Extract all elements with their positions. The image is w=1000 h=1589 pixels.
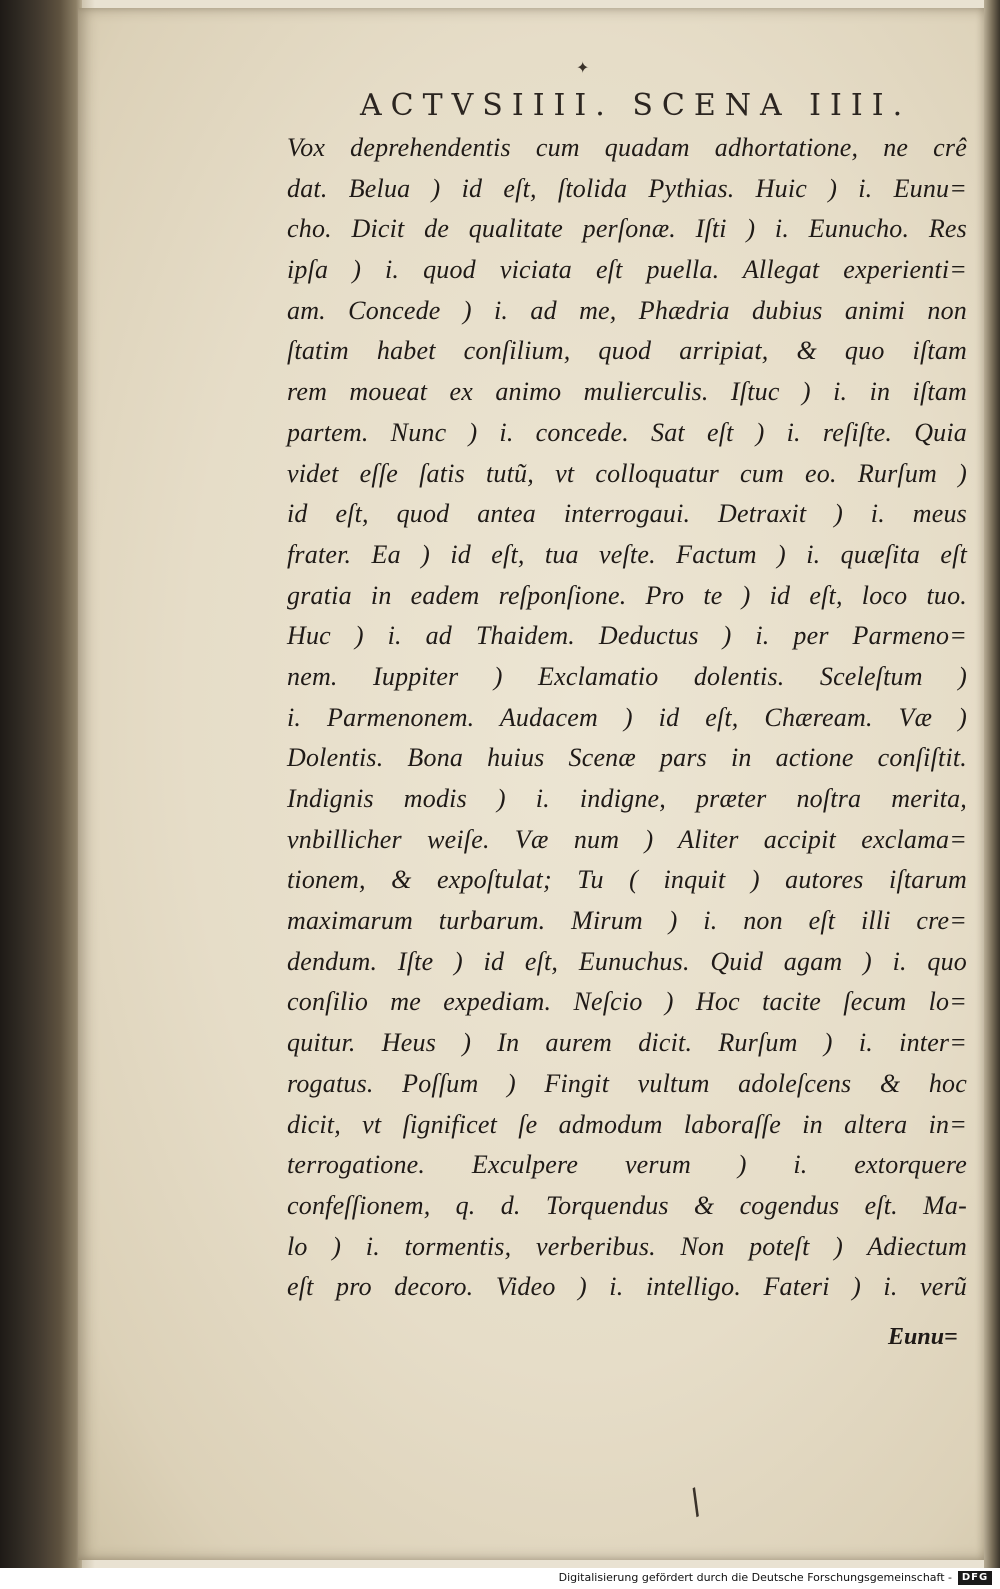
text-line: id eſt, quod antea interrogaui. Detraxit ) i. meus: [287, 499, 967, 529]
page-edge: [984, 0, 1000, 1568]
text-line: Indignis modis ) i. indigne, præter noſtra merita,: [287, 784, 967, 813]
text-line: rem moueat ex animo mulierculis. Iſtuc ) i. in iſtam: [287, 377, 967, 407]
text-line: dendum. Iſte ) id eſt, Eunuchus. Quid agam ) i. quo: [287, 946, 967, 976]
footer-bar: [0, 1568, 1000, 1589]
text-line: am. Concede ) i. ad me, Phædria dubius animi non: [287, 295, 967, 325]
text-line: gratia in eadem reſponſione. Pro te ) id eſt, loco tuo.: [287, 580, 967, 610]
book-binding: [0, 0, 82, 1568]
text-line: lo ) i. tormentis, verberibus. Non poteſt ) Adiectum: [287, 1231, 967, 1261]
text-line: rogatus. Poſſum ) Fingit vultum adoleſcens & hoc: [287, 1068, 967, 1098]
commentary-text: [287, 128, 967, 1308]
text-line: eſt pro decoro. Video ) i. intelligo. Fateri ) i. verũ: [287, 1272, 967, 1302]
text-line: Vox deprehendentis cum quadam adhortatione, ne crê: [287, 133, 967, 162]
text-line: Huc ) i. ad Thaidem. Deductus ) i. per Parmeno=: [287, 621, 967, 651]
text-line: partem. Nunc ) i. concede. Sat eſt ) i. reſiſte. Quia: [287, 417, 967, 447]
dfg-logo: DFG: [958, 1571, 992, 1585]
text-line: ipſa ) i. quod viciata eſt puella. Allegat experienti=: [287, 255, 967, 285]
text-line: dicit, vt ſignificet ſe admodum laboraſſe in altera in=: [287, 1109, 967, 1139]
text-line: vnbillicher weiſe. Væ num ) Aliter accipit exclama=: [287, 824, 967, 854]
text-line: dat. Belua ) id eſt, ſtolida Pythias. Huic ) i. Eunu=: [287, 173, 967, 203]
page-heading: ACTVSIIII. SCENA IIII.: [360, 88, 912, 123]
funding-credit: Digitalisierung gefördert durch die Deutsche Forschungsgemeinschaft -: [558, 1571, 952, 1584]
text-line: i. Parmenonem. Audacem ) id eſt, Chæream. Væ ): [287, 702, 967, 732]
text-line: nem. Iuppiter ) Exclamatio dolentis. Sceleſtum ): [287, 661, 967, 691]
text-line: cho. Dicit de qualitate perſonæ. Iſti ) i. Eunucho. Res: [287, 214, 967, 244]
ink-smudge: ✦: [576, 58, 590, 77]
text-line: terrogatione. Exculpere verum ) i. extorquere: [287, 1150, 967, 1180]
text-line: frater. Ea ) id eſt, tua veſte. Factum ) i. quæſita eſt: [287, 539, 967, 569]
catchword: Eunu=: [888, 1324, 958, 1350]
text-line: maximarum turbarum. Mirum ) i. non eſt illi cre=: [287, 906, 967, 936]
ink-stroke: /: [682, 1481, 710, 1523]
text-line: Dolentis. Bona huius Scenæ pars in actione conſiſtit.: [287, 743, 967, 773]
text-line: confeſſionem, q. d. Torquendus & cogendus eſt. Ma-: [287, 1190, 967, 1220]
text-line: conſilio me expediam. Neſcio ) Hoc tacite ſecum lo=: [287, 987, 967, 1017]
text-line: videt eſſe ſatis tutũ, vt colloquatur cum eo. Rurſum ): [287, 458, 967, 488]
text-line: tionem, & expoſtulat; Tu ( inquit ) autores iſtarum: [287, 865, 967, 895]
text-line: quitur. Heus ) In aurem dicit. Rurſum ) i. inter=: [287, 1028, 967, 1058]
text-line: ſtatim habet conſilium, quod arripiat, & quo iſtam: [287, 336, 967, 366]
